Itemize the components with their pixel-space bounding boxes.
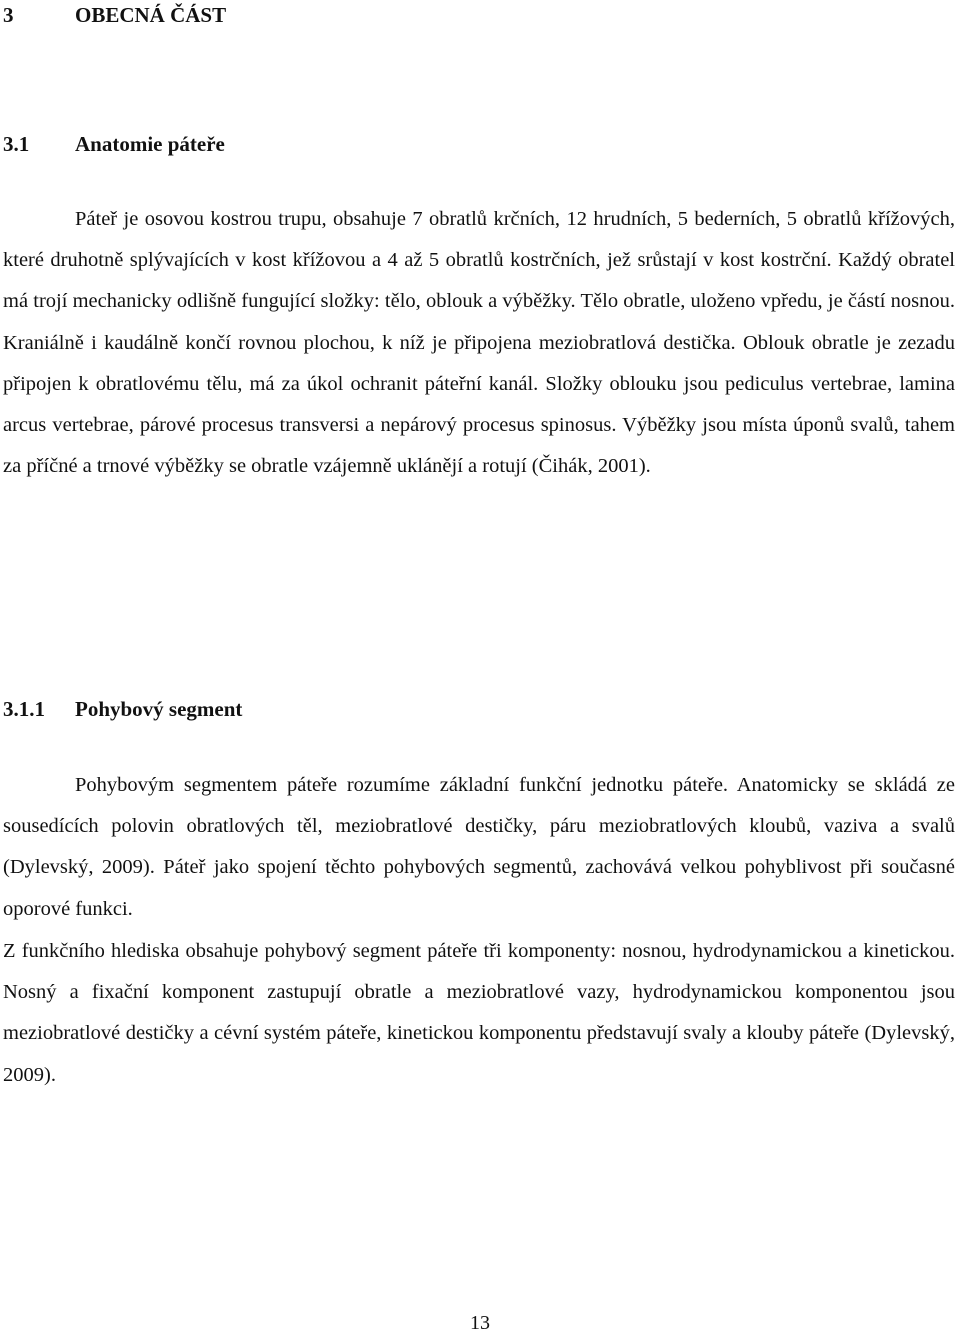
section-heading	[3, 132, 225, 157]
section-title: Anatomie páteře	[75, 132, 225, 156]
chapter-number: 3	[3, 3, 14, 27]
section-number: 3.1	[3, 132, 30, 156]
segment-paragraph-1: Pohybovým segmentem páteře rozumíme základní funkční jednotku páteře. Anatomicky se skládá ze sousedících polovin obratlových těl, meziobratlové destičky, páru meziobratlových kloubů, vaziva a svalů (Dylevský, 2009). Páteř jako spojení těchto pohybových segmentů, zachovává velkou pohyblivost při současné oporové funkci.	[3, 774, 955, 920]
subsection-heading	[3, 697, 242, 722]
anatomy-paragraph: Páteř je osovou kostrou trupu, obsahuje 7 obratlů krčních, 12 hrudních, 5 bederních, 5 obratlů křížových, které druhotně splývajících v kost křížovou a 4 až 5 obratlů kostrčních, jež srůstají v kost kostrční. Každý obratel má trojí mechanicky odlišně fungující složky: tělo, oblouk a výběžky. Tělo obratle, uloženo vpředu, je částí nosnou. Kraniálně i kaudálně končí rovnou plochou, k níž je připojena meziobratlová destička. Oblouk obratle je zezadu připojen k obratlovému tělu, má za úkol ochranit páteřní kanál. Složky oblouku jsou pediculus vertebrae, lamina arcus vertebrae, párové procesus transversi a nepárový procesus spinosus. Výběžky jsou místa úponů svalů, tahem za příčné a trnové výběžky se obratle vzájemně uklánějí a rotují (Čihák, 2001).	[3, 208, 955, 478]
segment-paragraph-2: Z funkčního hlediska obsahuje pohybový segment páteře tři komponenty: nosnou, hydrodynamickou a kinetickou. Nosný a fixační komponent zastupují obratle a meziobratlové vazy, hydrodynamickou komponentou jsou meziobratlové destičky a cévní systém páteře, kinetickou komponentu představují svaly a klouby páteře (Dylevský, 2009).	[3, 940, 955, 1086]
chapter-title: OBECNÁ ČÁST	[75, 3, 227, 27]
chapter-heading	[3, 3, 226, 28]
page-number: 13	[470, 1312, 490, 1334]
subsection-title: Pohybový segment	[75, 697, 243, 721]
subsection-number: 3.1.1	[3, 697, 45, 721]
